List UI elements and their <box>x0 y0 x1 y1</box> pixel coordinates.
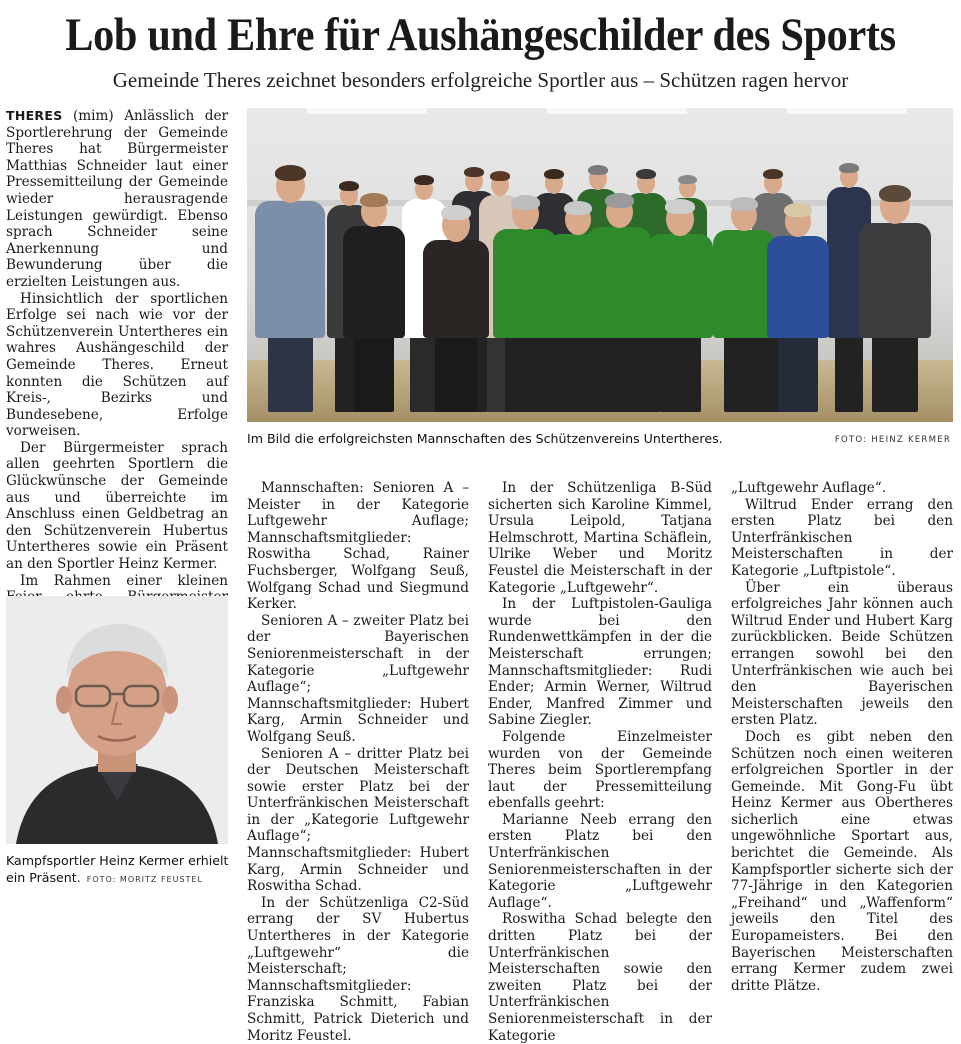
intro-paragraph-3: Der Bürgermeister sprach allen geehrten Sportlern die Glückwünsche der Gemeinde aus und überreichte im Anschluss einen Geldbetrag an den Schützenverein Hubertus Untertheres sowie ein Präsent an den Sportler Heinz Kermer. <box>6 439 228 573</box>
col4-paragraph-4: Doch es gibt neben den Schützen noch einen weiteren erfolgreichen Sportler in der Gemeinde. Mit Gong-Fu übt Heinz Kermer aus Obertheres sicherlich eine etwas ungewöhnliche Sportart aus, berichtet die Gemeinde. Als Kampfsportler sicherte sich der 77-Jährige in den Kategorien „Freihand“ und „Waffenform“ jeweils den Titel des Europameisters. Bei den Bayerischen Meisterschaften errang Kermer zudem zwei dritte Plätze. <box>731 728 953 994</box>
photo-figure <box>647 108 713 422</box>
photo-figure <box>587 108 651 422</box>
photo-figure <box>859 108 931 422</box>
column-4 <box>731 480 953 994</box>
intro-paragraph-1 <box>6 108 228 291</box>
team-photo-credit: FOTO: HEINZ KERMER <box>834 435 951 445</box>
intro-paragraph-2: Hinsichtlich der sportlichen Erfolge sei nach wie vor der Schützenverein Untertheres ein wahres Aushängeschild der Gemeinde Theres. Erneut konnten die Schützen auf Kreis-, Bezirks und Bundesebene, Erfolge vorweisen. <box>6 290 228 440</box>
photo-figure <box>255 108 325 422</box>
headline: Lob und Ehre für Aushängeschilder des Sports <box>65 9 896 61</box>
column-2 <box>247 480 469 1044</box>
intro-paragraph-4: Im Rahmen einer kleinen <box>20 572 228 589</box>
col3-paragraph-2: In der Luftpistolen-Gauliga wurde bei den Rundenwettkämpfen in der die Meisterschaft errungen; Mannschaftsmitglieder: Rudi Ender; Armin Werner, Wiltrud Ender, Manfred Zimmer und Sabine Ziegler. <box>488 596 712 729</box>
col2-paragraph-3: Senioren A – dritter Platz bei der Deutschen Meisterschaft sowie erster Platz bei der Unterfränkischen Meisterschaft in der „Kategorie Luftgewehr Auflage“; Mannschaftsmitglieder: Hubert Karg, Armin Schneider und Roswitha Schad. <box>247 745 469 895</box>
photo-figure <box>343 108 405 422</box>
col4-paragraph-3: Über ein überaus erfolgreiches Jahr können auch Wiltrud Ender und Hubert Karg zurückblicken. Beide Schützen errangen sowohl bei den Unterfränkischen wie auch bei den Bayerischen Meisterschaften jeweils den ersten Platz. <box>731 579 953 729</box>
col2-paragraph-4: In der Schützenliga C2-Süd errang der SV Hubertus Untertheres in der Kategorie „Luftgewehr“ die Meisterschaft; Mannschaftsmitglieder: Franziska Schmitt, Fabian Schmitt, Patrick Dieterich und Moritz Feustel. <box>247 894 469 1044</box>
photo-figure <box>423 108 489 422</box>
col2-paragraph-1: Mannschaften: Senioren A – Meister in der Kategorie Luftgewehr Auflage; Mannschaftsmitglieder: Roswitha Schad, Rainer Fuchsberger, Wolfgang Seuß, Wolfgang Schad und Siegmund Kerker. <box>247 480 469 613</box>
column-3 <box>488 480 712 1044</box>
photo-figure <box>713 108 775 422</box>
col2-paragraph-2: Senioren A – zweiter Platz bei der Bayerischen Seniorenmeisterschaft in der Kategorie „Luftgewehr Auflage“; Mannschaftsmitglieder: Hubert Karg, Armin Schneider und Wolfgang Seuß. <box>247 612 469 745</box>
intro-column <box>6 108 228 672</box>
intro-text-1: Anlässlich der Sportlerehrung der Gemeinde Theres hat Bürgermeister Matthias Schneider laut einer Pressemitteilung der Gemeinde wieder herausragende Leistungen gewürdigt. Ebenso sprach Schneider seine Anerkennung und Bewunderung über die erzielten Leistungen aus. <box>6 108 228 290</box>
col3-paragraph-4: Marianne Neeb errang den ersten Platz bei den Unterfränkischen Seniorenmeisterschaften in der Kategorie „Luftgewehr Auflage“. <box>488 811 712 911</box>
dateline: THERES <box>6 108 63 123</box>
photo-figure <box>767 108 829 422</box>
col3-paragraph-1: In der Schützenliga B-Süd sicherten sich Karoline Kimmel, Ursula Leipold, Tatjana Helmschrott, Martina Schäflein, Ulrike Weber und Moritz Feustel die Meisterschaft in der Kategorie „Luftgewehr“. <box>488 480 712 596</box>
portrait-credit: FOTO: MORITZ FEUSTEL <box>86 874 203 884</box>
col4-paragraph-2: Wiltrud Ender errang den ersten Platz bei den Unterfränkischen Meisterschaften in der Kategorie „Luftpistole“. <box>731 496 953 579</box>
portrait-photo <box>6 596 228 844</box>
author-tag: (mim) <box>62 108 125 124</box>
portrait-illustration <box>6 596 228 844</box>
team-photo-caption: Im Bild die erfolgreichsten Mannschaften des Schützenvereins Untertheres. <box>247 431 723 446</box>
col3-paragraph-3: Folgende Einzelmeister wurden von der Gemeinde Theres beim Sportlerempfang laut der Pressemitteilung ebenfalls geehrt: <box>488 728 712 812</box>
portrait-caption-text: Kampfsportler Heinz Kermer erhielt ein Präsent. <box>6 853 229 885</box>
col3-paragraph-5: Roswitha Schad belegte den dritten Platz bei der Unterfränkischen Meisterschaften sowie den zweiten Platz bei der Unterfränkischen Seniorenmeisterschaft in der Kategorie <box>488 911 712 1044</box>
col4-paragraph-1: „Luftgewehr Auflage“. <box>731 480 887 496</box>
subheadline: Gemeinde Theres zeichnet besonders erfolgreiche Sportler aus – Schützen ragen hervor <box>112 68 849 92</box>
team-photo <box>247 108 953 422</box>
portrait-caption <box>6 853 232 888</box>
